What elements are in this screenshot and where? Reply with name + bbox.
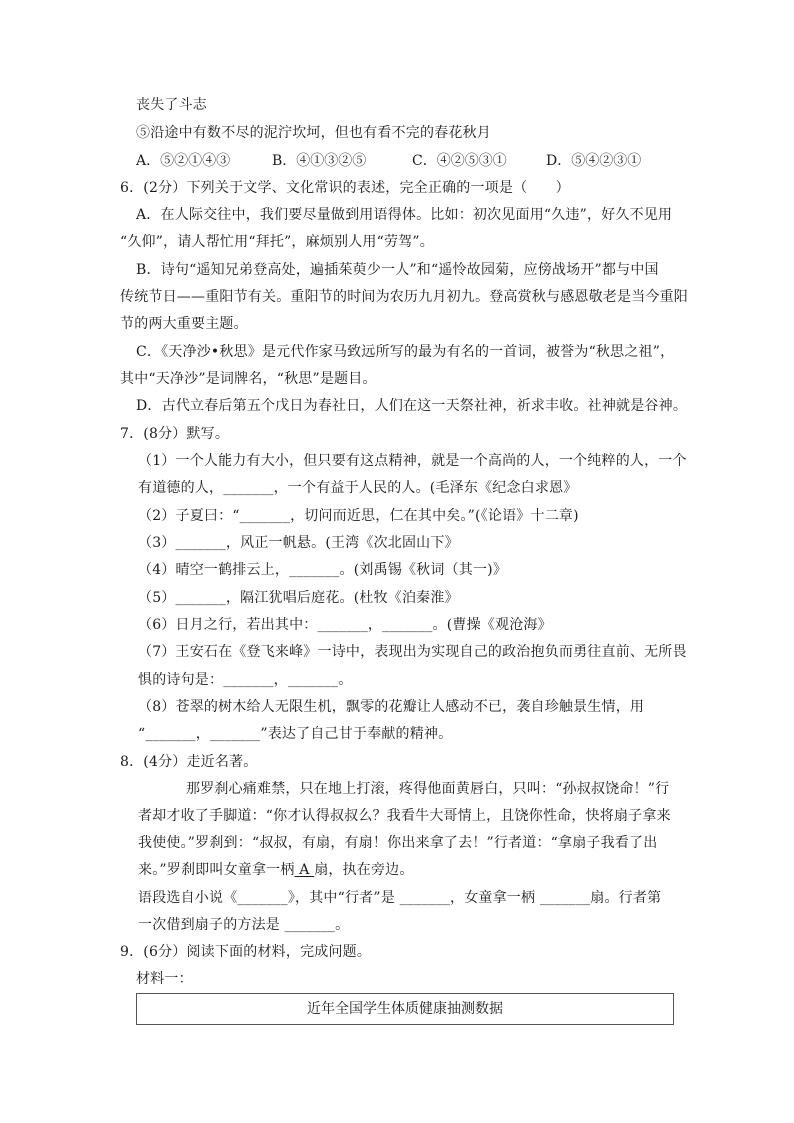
q7-item-7-line2: 惧的诗句是：_______，_______。 [138,672,353,688]
fill-blank[interactable]: _______ [317,617,368,633]
data-table [136,993,674,1025]
q8-passage-line4: 来。”罗刹即叫女童拿一柄 A 扇，执在旁边。 [138,862,414,878]
q6-option-b-line1: B．诗句“遥知兄弟登高处，遍插茱萸少一人”和“遥怜故园菊，应傍战场开”都与中国 [136,262,659,278]
q8-passage-line3: 我使使。”罗刹到：“叔叔，有扇，有扇！你出来拿了去！”行者道：“拿扇子我看了出 [138,835,658,851]
fill-blank[interactable]: _______ [289,562,340,578]
answer-options [136,151,696,171]
text-line: 丧失了斗志 [136,97,207,113]
q7-item-4: （4）晴空一鹤排云上，_______。(刘禹锡《秋词（其一)》 [138,562,508,578]
fill-blank[interactable]: _______ [175,590,226,606]
q7-item-3: （3）_______，风正一帆悬。(王湾《次北固山下》 [138,535,459,551]
fill-blank[interactable]: _______ [239,508,291,524]
q7-item-1-line2: 有道德的人，_______，一个有益于人民的人。(毛泽东《纪念白求恩》 [138,480,578,496]
q6-option-c-line1: C．《天净沙•秋思》是元代作家马致远所写的最为有名的一首词，被誉为“秋思之祖”， [136,344,675,360]
q6-option-a-line1: A．在人际交往中，我们要尽量做到用语得体。比如：初次见面用“久违”，好久不见用 [136,207,673,223]
q7-item-8-line2: “_______，_______”表达了自己甘于奉献的精神。 [138,726,453,742]
fill-blank[interactable]: _______ [284,917,336,933]
fill-blank[interactable]: _______ [539,890,591,906]
q7-item-7-line1: （7）王安石在《登飞来峰》一诗中，表现出为实现自己的政治抱负而勇往直前、无所畏 [138,644,687,660]
q8-passage-line1: 那罗刹心痛难禁，只在地上打滚，疼得他面黄唇白，只叫：“孙叔叔饶命！”行 [186,781,670,797]
question-9-title: 9．(6分）阅读下面的材料，完成问题。 [120,944,372,960]
q6-option-b-line3: 节的两大重要主题。 [120,316,248,332]
option-d: D．⑤④②③① [546,153,642,169]
table-title: 近年全国学生体质健康抽测数据 [307,1001,503,1017]
q8-question-line2: 一次借到扇子的方法是 _______。 [138,917,350,933]
fill-blank[interactable]: _______ [175,535,226,551]
fill-blank[interactable]: _______ [209,726,261,742]
fill-blank[interactable]: _______ [223,480,274,496]
fill-blank[interactable]: _______ [399,890,450,906]
q7-item-6: （6）日月之行，若出其中：_______，_______。(曹操《观沧海》 [138,617,552,633]
q6-option-a-line2: “久仰”，请人帮忙用“拜托”，麻烦别人用“劳驾”。 [120,234,434,250]
fill-blank[interactable]: _______ [237,890,288,906]
q7-item-5: （5）_______，隔江犹唱后庭花。(杜牧《泊秦淮》 [138,590,459,606]
underlined-marker-a: A [299,862,310,878]
q6-option-d-line1: D．古代立春后第五个戊日为春社日，人们在这一天祭社神，祈求丰收。社神就是谷神。 [136,398,688,414]
fill-blank[interactable]: _______ [287,672,339,688]
text-line: ⑤沿途中有数不尽的泥泞坎坷，但也有看不完的春花秋月 [136,125,491,141]
option-a: A．⑤②①④③ [136,153,231,169]
fill-blank[interactable]: _______ [223,672,274,688]
question-6-title: 6．(2分）下列关于文学、文化常识的表述，完全正确的一项是（ ） [120,180,570,196]
question-7-title: 7．(8分）默写。 [120,426,230,442]
q7-item-1-line1: （1）一个人能力有大小，但只要有这点精神，就是一个高尚的人，一个纯粹的人，一个 [138,453,687,469]
q9-material-label: 材料一： [136,971,193,987]
fill-blank[interactable]: _______ [145,726,196,742]
q8-question-line1: 语段选自小说《_______》，其中“行者”是 _______，女童拿一柄 _______扇。行者第 [138,890,662,906]
option-c: C．④②⑤③① [412,153,507,169]
q6-option-c-line2: 其中“天净沙”是词牌名，“秋思”是题目。 [120,371,377,387]
q6-option-b-line2: 传统节日——重阳节有关。重阳节的时间为农历九月初九。登高赏秋与感恩敬老是当今重阳 [120,289,688,305]
fill-blank[interactable]: _______ [382,617,433,633]
q7-item-8-line1: （8）苍翠的树木给人无限生机，飘零的花瓣让人感动不已，袭自珍触景生情，用 [138,699,645,715]
q8-passage-line2: 者却才收了手脚道：“你才认得叔叔么？我看牛大哥情上，且饶你性命，快将扇子拿来 [138,808,671,824]
option-b: B．④①③②⑤ [272,153,367,169]
q7-item-2: （2）子夏曰：“_______，切问而近思，仁在其中矣。”(《论语》十二章) [138,508,579,524]
question-8-title: 8．(4分）走近名著。 [120,754,258,770]
